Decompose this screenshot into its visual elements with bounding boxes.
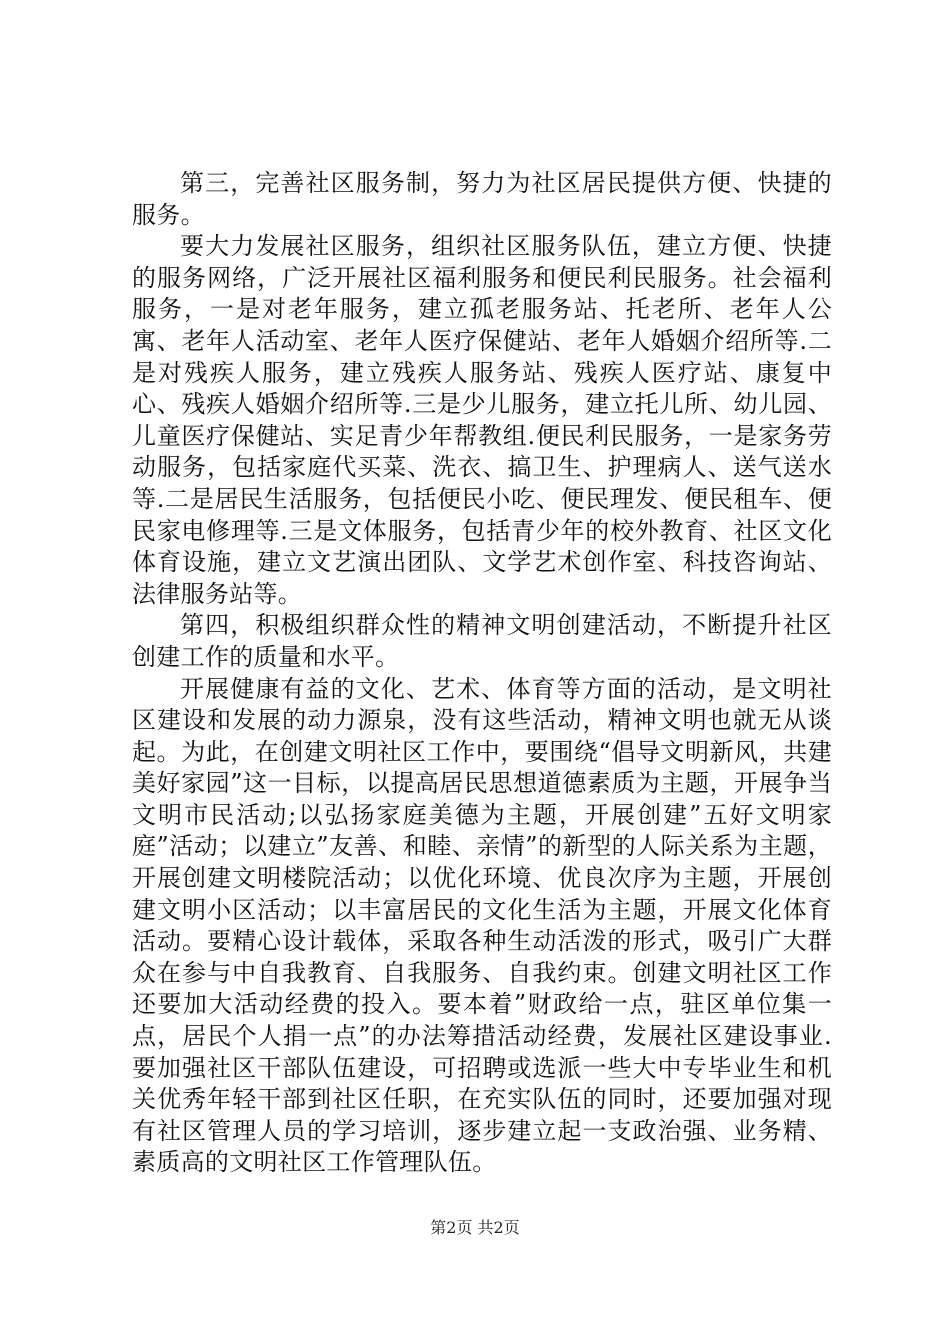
- page-number-footer: 第2页 共2页: [430, 1218, 520, 1237]
- paragraph-community-services: 要大力发展社区服务，组织社区服务队伍，建立方便、快捷的服务网络，广泛开展社区福利服务和便民利民服务。社会福利服务，一是对老年服务，建立孤老服务站、托老所、老年人公寓、老年人活动室、老年人医疗保健站、老年人婚姻介绍所等.二是对残疾人服务，建立残疾人服务站、残疾人医疗站、康复中心、残疾人婚姻介绍所等.三是少儿服务，建立托儿所、幼儿园、儿童医疗保健站、实足青少年帮教组.便民利民服务，一是家务劳动服务，包括家庭代买菜、洗衣、搞卫生、护理病人、送气送水等.二是居民生活服务，包括便民小吃、便民理发、便民租车、便民家电修理等.三是文体服务，包括青少年的校外教育、社区文化体育设施，建立文艺演出团队、文学艺术创作室、科技咨询站、法律服务站等。: [132, 232, 832, 608]
- document-body: [132, 168, 832, 1179]
- section-heading-third: 第三，完善社区服务制，努力为社区居民提供方便、快捷的服务。: [132, 169, 832, 229]
- paragraph-civilization-activities: 开展健康有益的文化、艺术、体育等方面的活动，是文明社区建设和发展的动力源泉，没有这些活动，精神文明也就无从谈起。为此，在创建文明社区工作中，要围绕“倡导文明新风，共建美好家园”这一目标，以提高居民思想道德素质为主题，开展争当文明市民活动;以弘扬家庭美德为主题，开展创建”五好文明家庭”活动；以建立”友善、和睦、亲情”的新型的人际关系为主题，开展创建文明楼院活动；以优化环境、优良次序为主题，开展创建文明小区活动；以丰富居民的文化生活为主题，开展文化体育活动。要精心设计载体，采取各种生动活泼的形式，吸引广大群众在参与中自我教育、自我服务、自我约束。创建文明社区工作还要加大活动经费的投入。要本着”财政给一点，驻区单位集一点，居民个人捐一点”的办法筹措活动经费，发展社区建设事业.要加强社区干部队伍建设，可招聘或选派一些大中专毕业生和机关优秀年轻干部到社区任职，在充实队伍的同时，还要加强对现有社区管理人员的学习培训，逐步建立起一支政治强、业务精、素质高的文明社区工作管理队伍。: [132, 674, 832, 1177]
- section-heading-fourth: 第四，积极组织群众性的精神文明创建活动，不断提升社区创建工作的质量和水平。: [132, 611, 832, 671]
